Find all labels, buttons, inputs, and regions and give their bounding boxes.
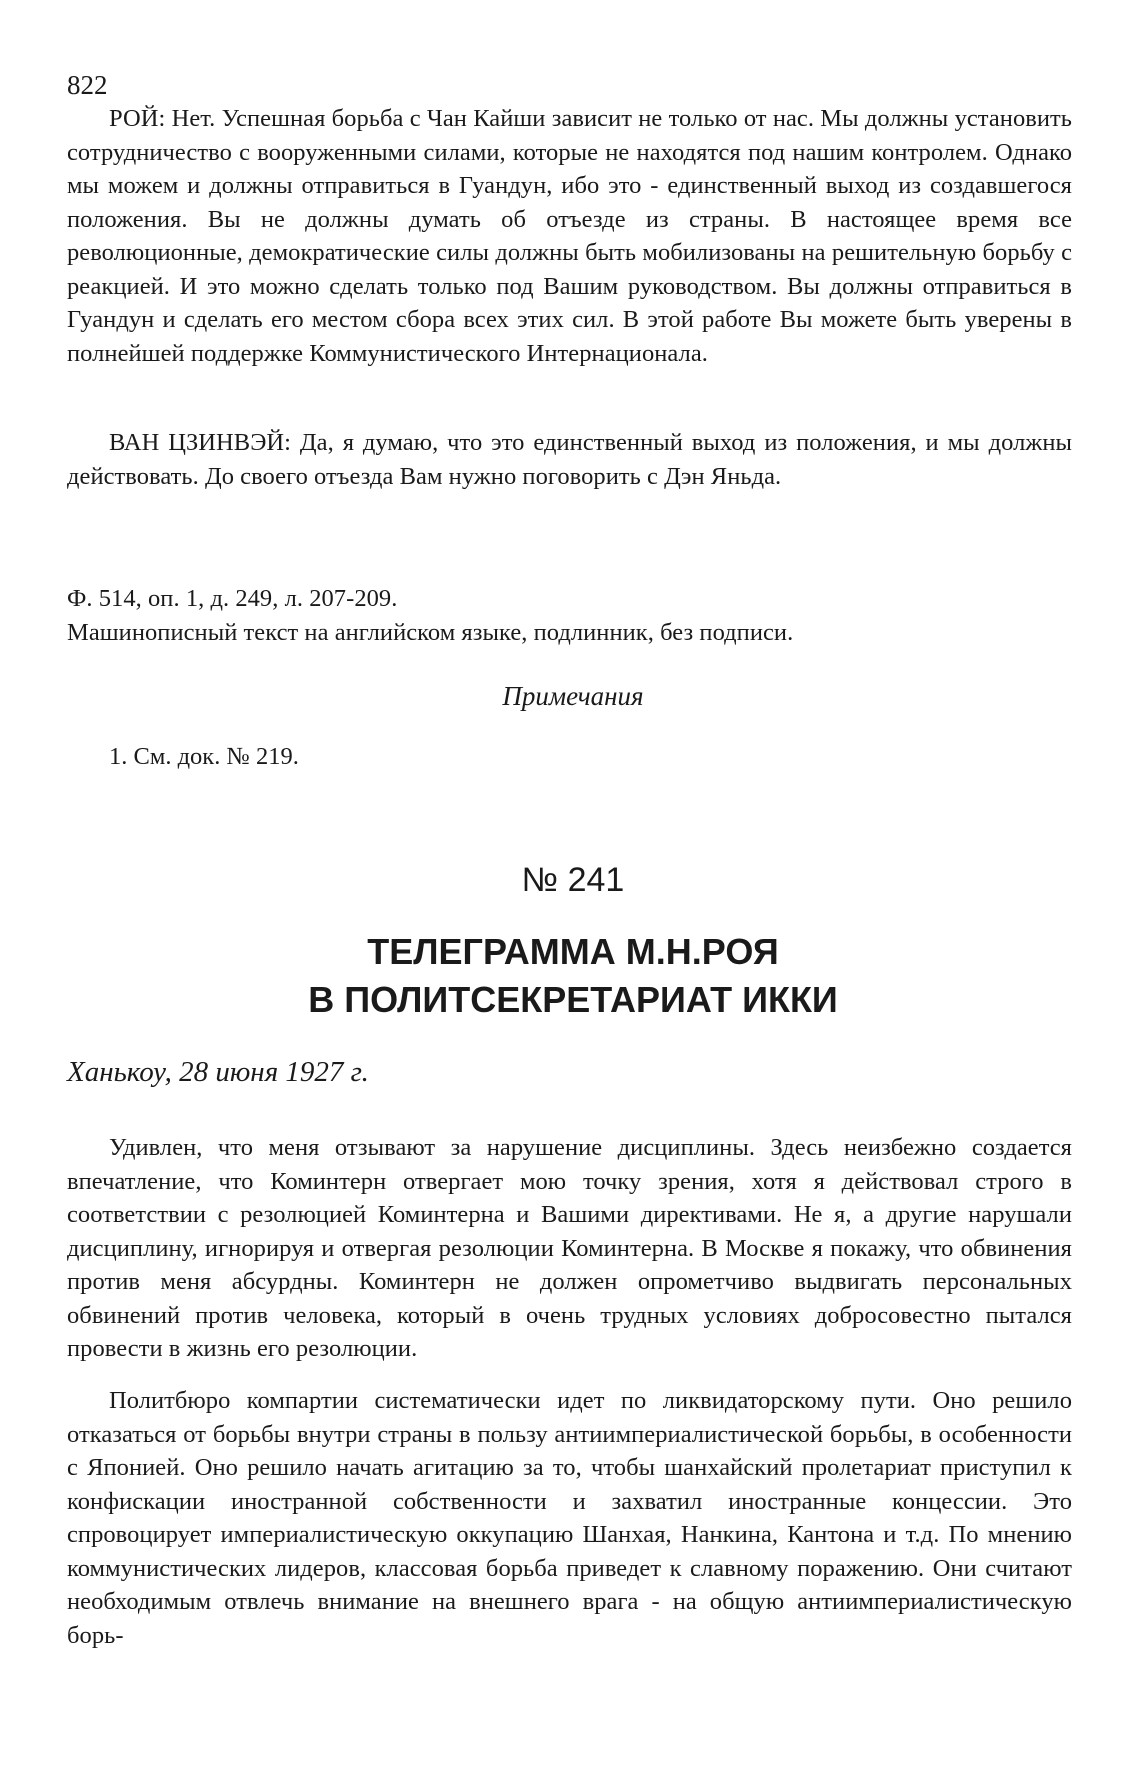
dateline: Ханькоу, 28 июня 1927 г. xyxy=(67,1056,369,1088)
footnote-1: 1. См. док. № 219. xyxy=(109,743,299,770)
roy-reply-paragraph xyxy=(67,102,1072,370)
telegram-paragraph-1-text: Удивлен, что меня отзывают за нарушение дисциплины. Здесь неизбежно создается впечатление, что Коминтерн отвергает мою точку зрения, хотя я действовал строго в соответствии с резолюцией Коминтерна и Вашими директивами. Не я, а другие нарушали дисциплину, игнорируя и отвергая резолюции Коминтерна. В Москве я покажу, что обвинения против меня абсурдны. Коминтерн не должен опрометчиво выдвигать персональных обвинений против человека, который в очень трудных условиях добросовестно пытался провести в жизнь его резолюции. xyxy=(67,1134,1072,1362)
wang-jingwei-paragraph xyxy=(67,426,1072,493)
page-number: 822 xyxy=(67,70,108,100)
notes-heading: Примечания xyxy=(502,681,644,711)
archive-reference: Ф. 514, оп. 1, д. 249, л. 207-209. xyxy=(67,585,398,612)
archive-source xyxy=(67,582,1072,649)
telegram-paragraph-2-text: Политбюро компартии систематически идет по ликвидаторскому пути. Оно решило отказаться от борьбы внутри страны в пользу антиимпериалистической борьбы, в особенности с Японией. Оно решило начать агитацию за то, чтобы шанхайский пролетариат приступил к конфискации иностранной собственности и захватил иностранные концессии. Это спровоцирует империалистическую оккупацию Шанхая, Нанкина, Кантона и т.д. По мнению коммунистических лидеров, классовая борьба приведет к славному поражению. Они считают необходимым отвлечь внимание на внешнего врага - на общую антиимпериалистическую борь- xyxy=(67,1387,1072,1649)
telegram-paragraph-2 xyxy=(67,1384,1072,1652)
document-title-line-2: В ПОЛИТСЕКРЕТАРИАТ ИККИ xyxy=(308,979,838,1020)
document-title xyxy=(0,928,1146,1024)
archive-description: Машинописный текст на английском языке, подлинник, без подписи. xyxy=(67,618,794,646)
document-number: № 241 xyxy=(521,861,625,899)
document-title-line-1: ТЕЛЕГРАММА М.Н.РОЯ xyxy=(367,931,779,972)
roy-reply-text: РОЙ: Нет. Успешная борьба с Чан Кайши зависит не только от нас. Мы должны установить сотрудничество с вооруженными силами, которые не находятся под нашим контролем. Однако мы можем и должны отправиться в Гуандун, ибо это - единственный выход из создавшегося положения. Вы не должны думать об отъезде из страны. В настоящее время все революционные, демократические силы должны быть мобилизованы на решительную борьбу с реакцией. И это можно сделать только под Вашим руководством. Вы должны отправиться в Гуандун и сделать его местом сбора всех этих сил. В этой работе Вы можете быть уверены в полнейшей поддержке Коммунистического Интернационала. xyxy=(67,105,1072,367)
wang-jingwei-text: ВАН ЦЗИНВЭЙ: Да, я думаю, что это единственный выход из положения, и мы должны действовать. До своего отъезда Вам нужно поговорить с Дэн Яньда. xyxy=(67,429,1072,490)
telegram-paragraph-1 xyxy=(67,1131,1072,1366)
